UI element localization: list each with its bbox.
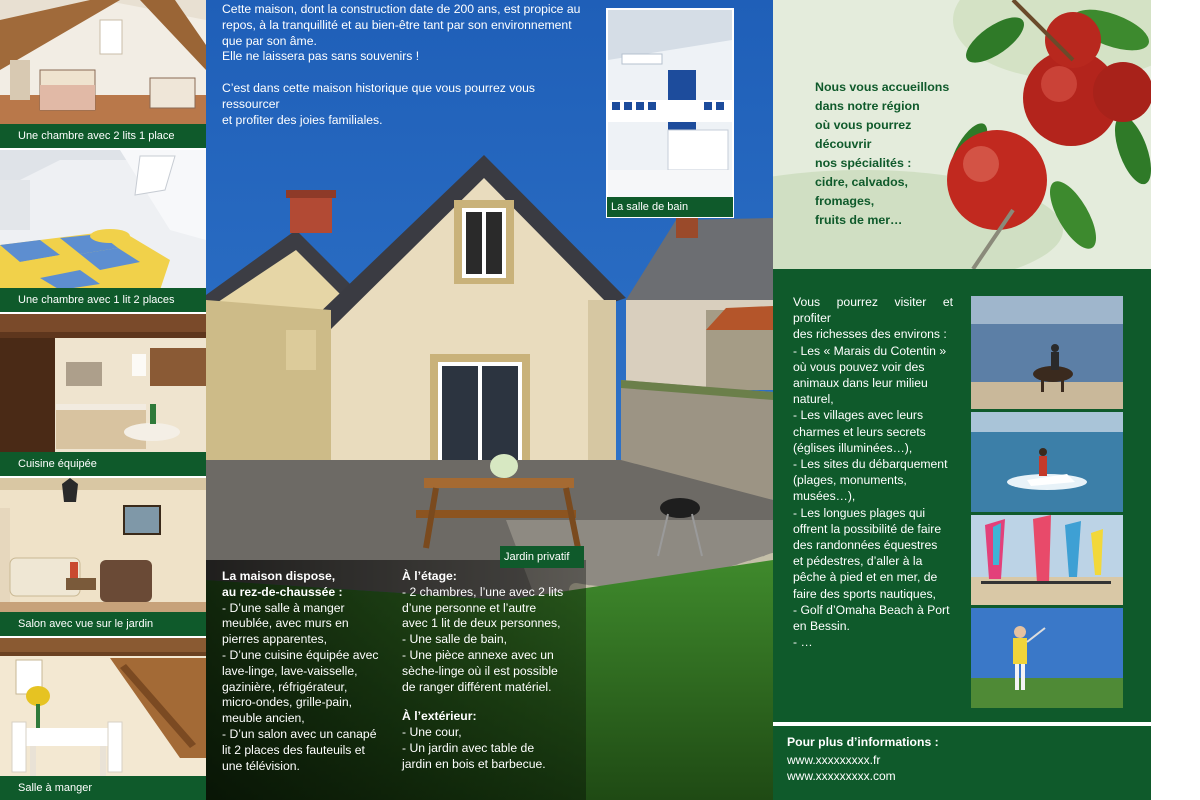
welcome-line: fruits de mer… (815, 213, 903, 227)
room-caption: Salle à manger (0, 776, 206, 800)
discover-line: pêche à pied et en mer, de (793, 570, 938, 585)
discover-line: faire des sports nautiques, (793, 586, 936, 601)
welcome-line: cidre, calvados, (815, 175, 908, 189)
welcome-panel (773, 0, 1151, 269)
spacer (402, 695, 566, 709)
intro-line: C’est dans cette maison historique que vous pourrez vous ressourcer (222, 81, 535, 111)
welcome-line: fromages, (815, 194, 875, 208)
upstairs-line: - 2 chambres, l’une avec 2 lits (402, 584, 564, 599)
intro-line: que par son âme. (222, 33, 317, 48)
sand-yacht-photo (971, 515, 1123, 605)
discover-line: des richesses des environs : (793, 327, 947, 342)
ground-floor-heading: La maison dispose, (222, 569, 336, 583)
upstairs-line: avec 1 lit de deux personnes, (402, 616, 561, 631)
discover-line: - Les « Marais du Cotentin » (793, 343, 947, 358)
ground-floor-line: lave-linge, lave-vaisselle, (222, 663, 358, 678)
discover-line: naturel, (793, 392, 834, 407)
contact-panel (773, 724, 1151, 800)
horse-beach-image (971, 296, 1123, 409)
upstairs-line: de ranger différent matériel. (402, 679, 552, 694)
outside-heading: À l’extérieur: (402, 709, 477, 724)
room-caption: Salon avec vue sur le jardin (0, 612, 206, 636)
discover-text (793, 294, 953, 650)
outside-line: jardin en bois et barbecue. (402, 756, 546, 771)
upstairs-description (402, 569, 566, 773)
intro-text (222, 2, 594, 129)
house-photo-panel (206, 0, 773, 800)
ground-floor-description (222, 569, 390, 774)
room-caption: Une chambre avec 1 lit 2 places (0, 288, 206, 312)
bathroom-caption: La salle de bain (607, 197, 733, 217)
discover-panel (773, 269, 1151, 722)
region-column (773, 0, 1151, 800)
garden-caption: Jardin privatif (500, 546, 584, 568)
ground-floor-line: meuble ancien, (222, 711, 305, 726)
page-margin (1151, 0, 1200, 800)
room-photo-living-room (0, 478, 206, 636)
intro-line: Elle ne laissera pas sans souvenirs ! (222, 49, 420, 64)
ground-floor-line: - D’une cuisine équipée avec (222, 647, 379, 662)
discover-line: des randonnées équestres (793, 538, 938, 553)
discover-line: - … (793, 635, 813, 650)
ground-floor-line: - D’un salon avec un canapé (222, 726, 377, 741)
horse-riding-photo (971, 296, 1123, 409)
discover-line: - Golf d’Omaha Beach à Port (793, 602, 950, 617)
golf-photo (971, 608, 1123, 708)
website-link[interactable]: www.xxxxxxxxx.fr (787, 753, 881, 767)
welcome-line: où vous pourrez (815, 118, 912, 132)
discover-line: (églises illuminées…), (793, 440, 913, 455)
room-caption: Une chambre avec 2 lits 1 place (0, 124, 206, 148)
discover-line: - Les longues plages qui (793, 505, 926, 520)
jet-ski-image (971, 412, 1123, 512)
outside-line: - Un jardin avec table de (402, 740, 535, 755)
golf-image (971, 608, 1123, 708)
room-photo-twin-bedroom (0, 0, 206, 148)
discover-line: où vous pouvez voir des (793, 359, 925, 374)
room-photo-kitchen (0, 314, 206, 476)
website-link[interactable]: www.xxxxxxxxx.com (787, 769, 896, 783)
ground-floor-line: meublée, avec murs en (222, 616, 349, 631)
ground-floor-heading: au rez-de-chaussée : (222, 584, 343, 599)
discover-line: - Les villages avec leurs (793, 408, 924, 423)
ground-floor-line: micro-ondes, grille-pain, (222, 695, 353, 710)
ground-floor-line: lit 2 places des fauteuils et (222, 742, 365, 757)
jet-ski-photo (971, 412, 1123, 512)
welcome-text (815, 78, 965, 230)
welcome-line: dans notre région (815, 99, 920, 113)
discover-line: - Les sites du débarquement (793, 457, 948, 472)
outside-line: - Une cour, (402, 725, 462, 740)
discover-line: Vous pourrez visiter et profiter (793, 295, 953, 326)
discover-line: en Bessin. (793, 619, 850, 634)
intro-line: repos, à la tranquillité et au bien-être tant par son environnement (222, 17, 572, 32)
discover-line: musées…), (793, 489, 856, 504)
contact-title: Pour plus d’informations : (787, 735, 939, 749)
upstairs-line: - Une pièce annexe avec un (402, 647, 554, 662)
room-photo-double-bedroom (0, 150, 206, 312)
discover-line: et pédestres, d’aller à la (793, 554, 923, 569)
sand-yacht-image (971, 515, 1123, 605)
ground-floor-line: pierres apparentes, (222, 632, 328, 647)
welcome-line: nos spécialités : (815, 156, 912, 170)
welcome-line: Nous vous accueillons (815, 80, 950, 94)
ground-floor-line: - D’une salle à manger (222, 600, 345, 615)
intro-line: et profiter des joies familiales. (222, 112, 383, 127)
upstairs-line: - Une salle de bain, (402, 632, 508, 647)
intro-paragraph-1 (222, 2, 594, 65)
room-photo-dining-room (0, 638, 206, 800)
intro-line: Cette maison, dont la construction date de 200 ans, est propice au (222, 2, 581, 16)
bathroom-photo (606, 8, 734, 218)
welcome-line: découvrir (815, 137, 872, 151)
room-photo-column (0, 0, 206, 800)
upstairs-heading: À l’étage: (402, 569, 457, 583)
discover-line: (plages, monuments, (793, 473, 907, 488)
upstairs-line: d’une personne et l’autre (402, 600, 537, 615)
intro-paragraph-2 (222, 81, 594, 128)
upstairs-line: sèche-linge où il est possible (402, 663, 558, 678)
discover-line: charmes et leurs secrets (793, 424, 926, 439)
discover-line: animaux dans leur milieu (793, 376, 928, 391)
ground-floor-line: une télévision. (222, 758, 300, 773)
room-caption: Cuisine équipée (0, 452, 206, 476)
ground-floor-line: gazinière, réfrigérateur, (222, 679, 348, 694)
discover-line: offrent la possibilité de faire (793, 521, 942, 536)
bathroom-image (608, 10, 732, 216)
